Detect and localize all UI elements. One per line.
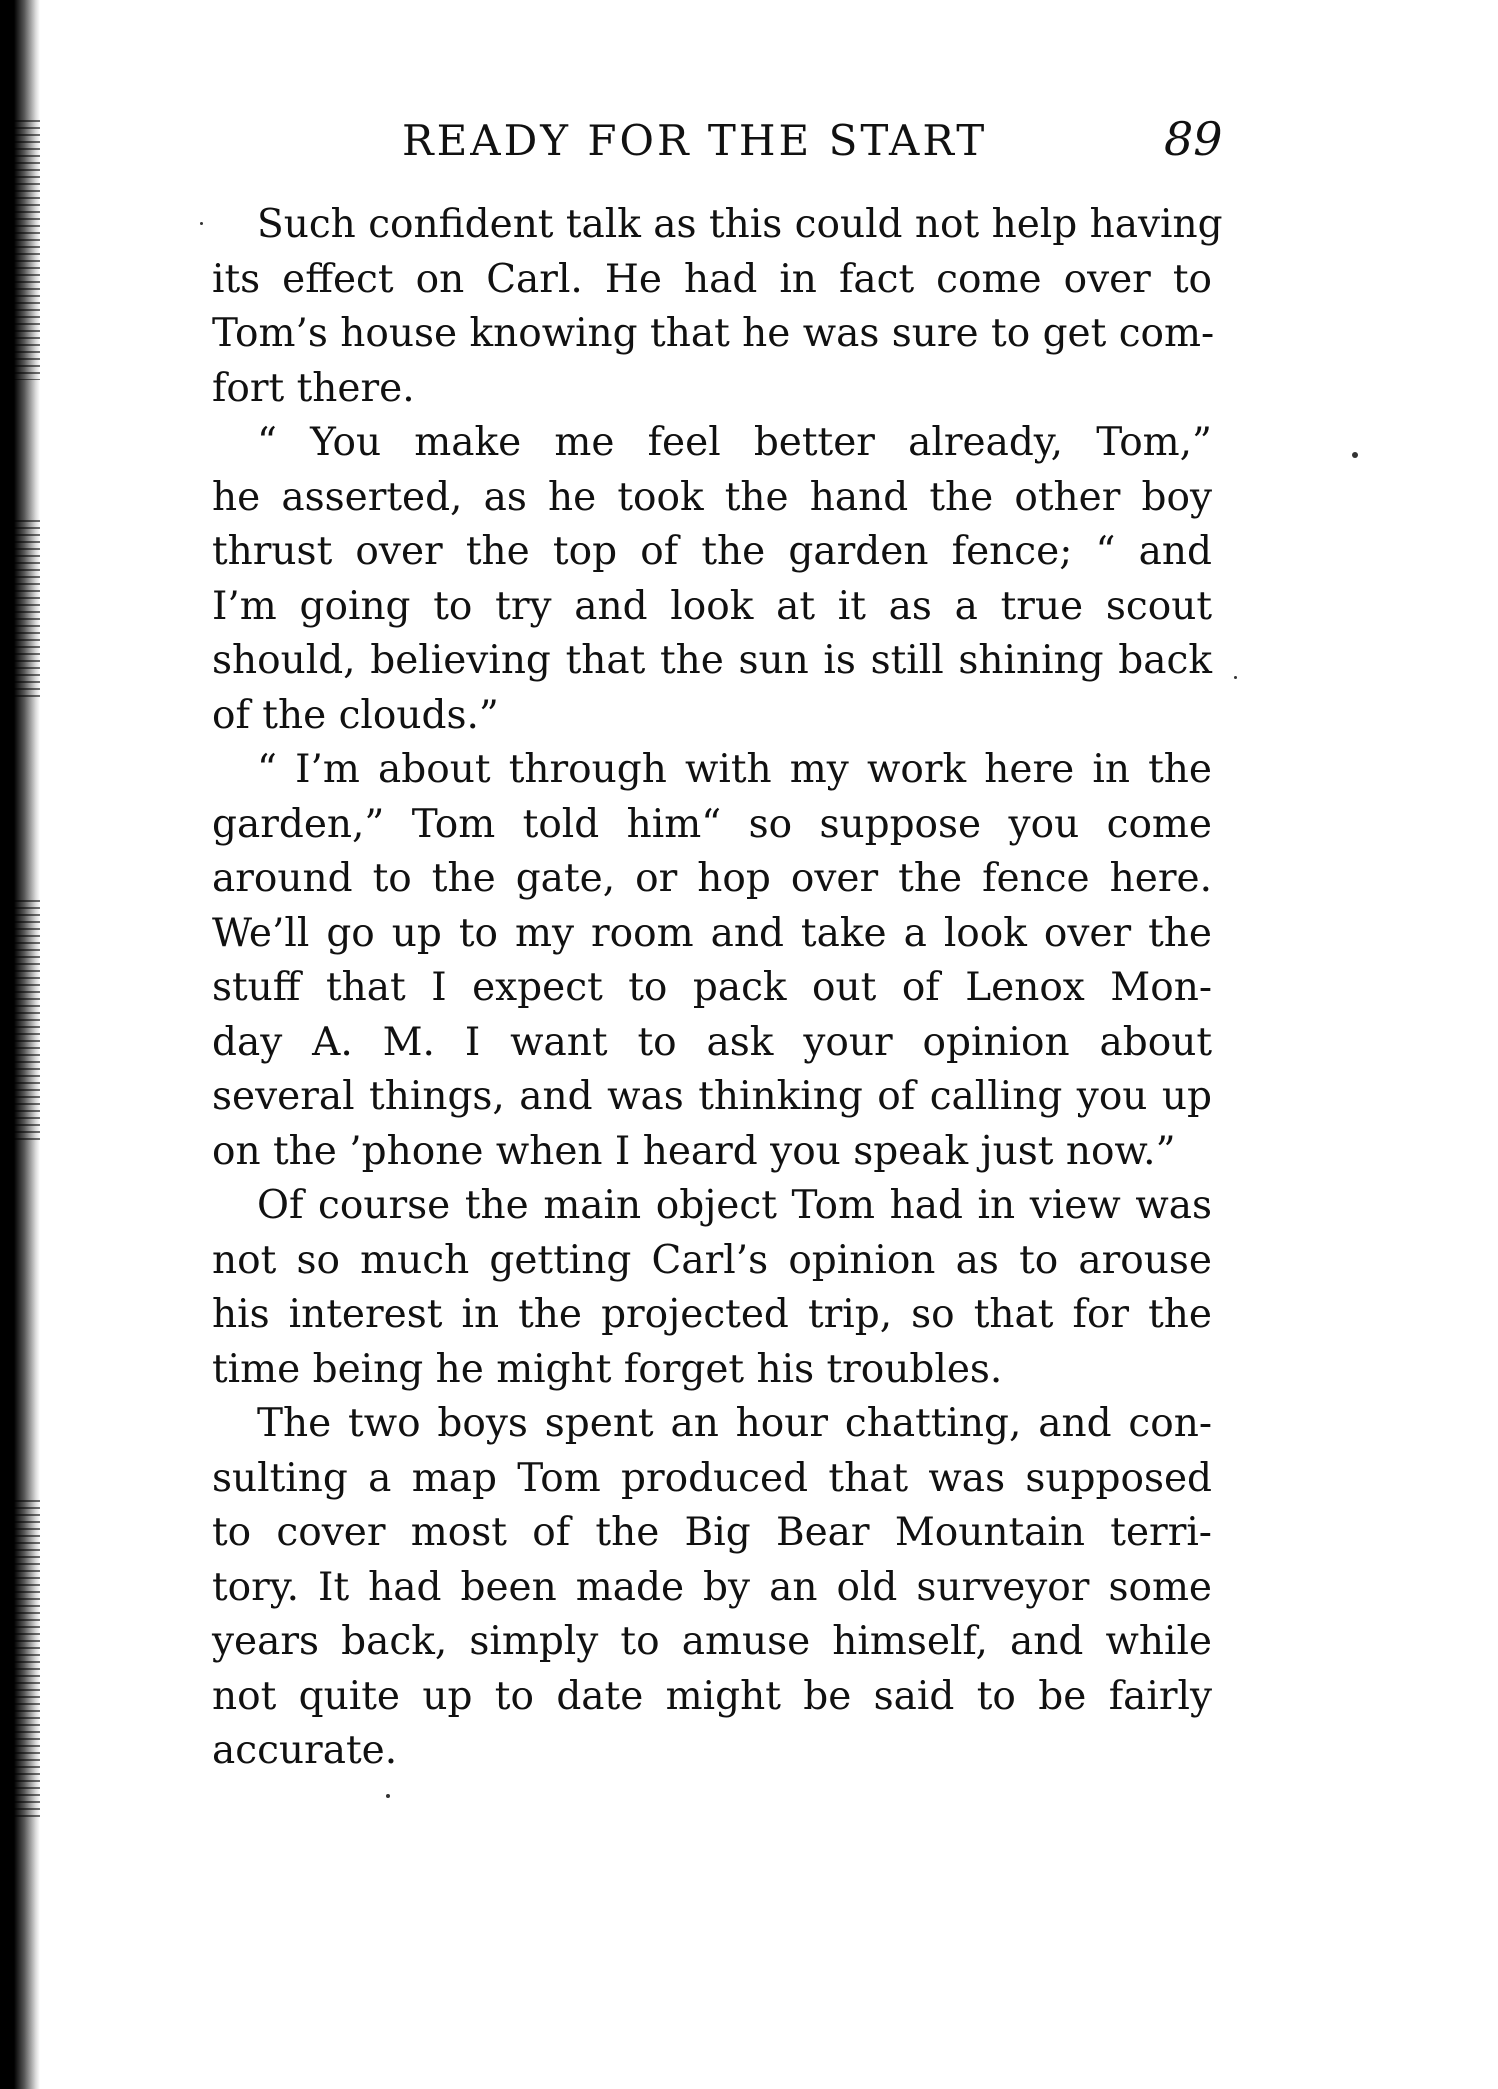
text-line: fort there.	[212, 365, 415, 411]
text-line: Such confident talk as this could not help having	[257, 202, 1223, 247]
ink-speck	[200, 222, 203, 225]
binding-shadow	[14, 900, 40, 1140]
text-line: he asserted, as he took the hand the other boy	[212, 474, 1212, 520]
text-line: not quite up to date might be said to be fairly	[212, 1673, 1212, 1719]
ink-speck	[386, 1794, 390, 1798]
text-line: The two boys spent an hour chatting, and con-	[257, 1401, 1212, 1446]
text-line: several things, and was thinking of calling you up	[212, 1074, 1212, 1119]
binding-shadow	[14, 520, 40, 700]
page-number: 89	[1164, 112, 1223, 166]
binding-shadow	[14, 120, 40, 380]
text-line: years back, simply to amuse himself, and while	[212, 1619, 1212, 1664]
running-head	[212, 112, 1223, 172]
paragraph	[212, 1179, 1212, 1397]
text-line: its effect on Carl. He had in fact come over to	[212, 256, 1212, 302]
text-line: around to the gate, or hop over the fence here.	[212, 856, 1212, 901]
text-line: time being he might forget his troubles.	[212, 1346, 1003, 1392]
paragraph	[212, 416, 1212, 743]
text-line: day A. M. I want to ask your opinion about	[212, 1019, 1212, 1065]
text-line: should, believing that the sun is still shining back	[212, 638, 1212, 683]
text-line: sulting a map Tom produced that was supposed	[212, 1455, 1212, 1501]
text-line: on the ’phone when I heard you speak just now.”	[212, 1128, 1176, 1174]
text-line: to cover most of the Big Bear Mountain terri-	[212, 1510, 1212, 1555]
text-line: “ I’m about through with my work here in the	[257, 747, 1212, 792]
ink-speck	[1352, 452, 1358, 458]
text-line: thrust over the top of the garden fence; “ and	[212, 529, 1212, 574]
text-line: Of course the main object Tom had in view was	[257, 1183, 1212, 1228]
running-title: READY FOR THE START	[402, 116, 988, 165]
text-line: “ You make me feel better already, Tom,”	[257, 420, 1212, 465]
text-line: We’ll go up to my room and take a look over the	[212, 910, 1212, 956]
ink-speck	[1234, 676, 1237, 679]
text-line: accurate.	[212, 1728, 398, 1773]
paragraph	[212, 743, 1212, 1179]
binding-shadow	[14, 1500, 40, 1820]
text-line: stuff that I expect to pack out of Lenox Mon-	[212, 965, 1212, 1010]
paragraph	[212, 1397, 1212, 1779]
body-text	[212, 198, 1223, 1779]
text-line: I’m going to try and look at it as a true scout	[212, 583, 1212, 629]
text-line: of the clouds.”	[212, 692, 499, 738]
text-line: his interest in the projected trip, so that for the	[212, 1292, 1212, 1337]
text-line: tory. It had been made by an old surveyor some	[212, 1564, 1212, 1610]
text-line: not so much getting Carl’s opinion as to arouse	[212, 1237, 1212, 1283]
text-line: Tom’s house knowing that he was sure to get com-	[212, 311, 1215, 356]
text-line: garden,” Tom told him“ so suppose you come	[212, 801, 1212, 847]
paragraph	[212, 198, 1223, 416]
